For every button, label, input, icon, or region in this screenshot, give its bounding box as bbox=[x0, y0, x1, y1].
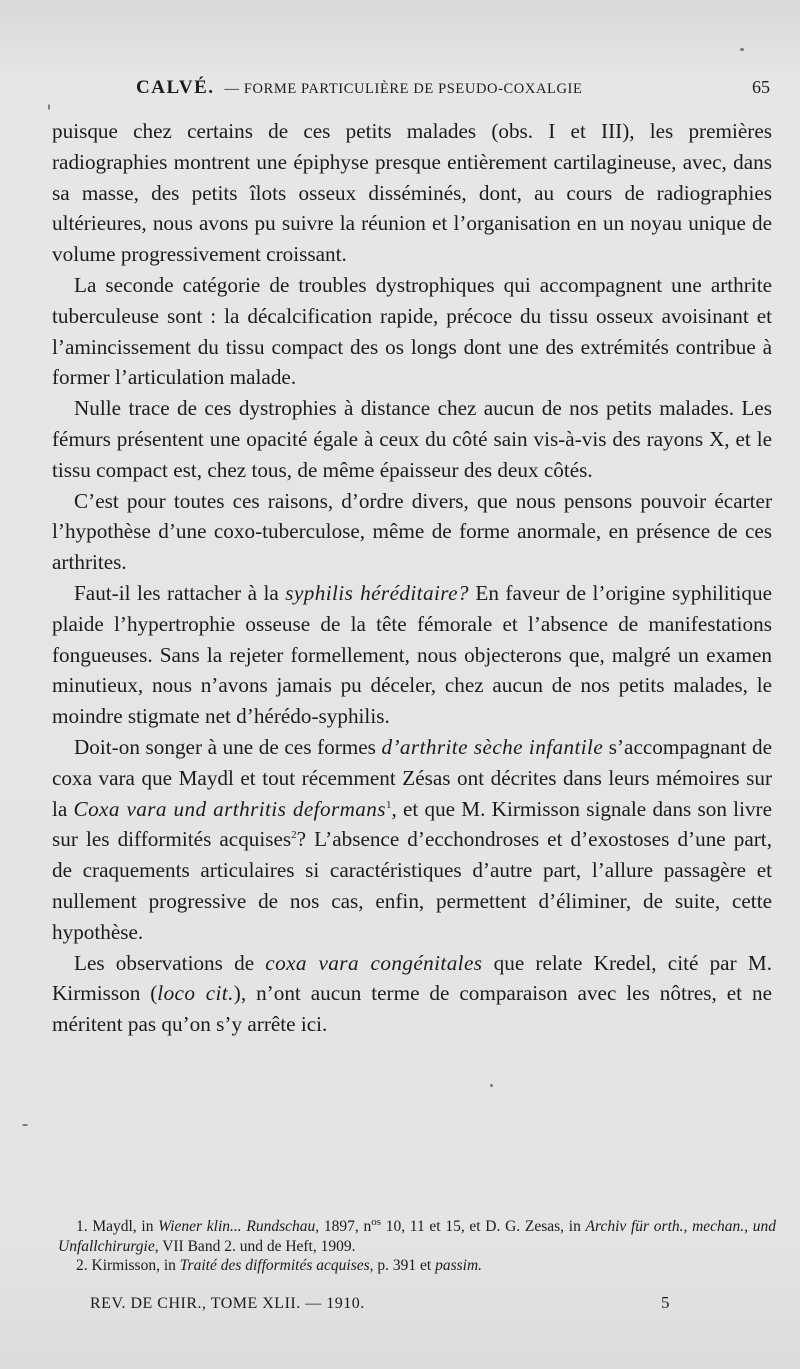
page-number: 65 bbox=[752, 77, 770, 97]
text-run: Les observations de bbox=[74, 950, 266, 975]
italic-text: coxa vara congénitales bbox=[265, 950, 483, 975]
signature-number: 5 bbox=[661, 1293, 670, 1312]
text-run: C’est pour toutes ces raisons, d’ordre divers, que nous pensons pouvoir écarter l’hypothèse d’une coxo-tuberculose, même de forme anormale, en présence de ces arthrites. bbox=[52, 488, 772, 575]
paragraph bbox=[52, 578, 772, 732]
superscript: 1 bbox=[385, 798, 392, 811]
text-run: En faveur de l’origine syphilitique plaide l’hypertrophie osseuse de la tête fémorale et l’absence de manifestations fongueuses. Sans la rejeter formellement, nous objecterons que, malgré un examen minutieux, nous n’avons jamais pu déceler, chez aucun de nos petits malades, le moindre stigmate net d’hérédo-syphilis. bbox=[52, 580, 773, 729]
text-run: , VII Band 2. und de Heft, 1909. bbox=[154, 1237, 356, 1255]
italic-text: Traité des difformités acquises bbox=[179, 1257, 370, 1274]
journal-reference: REV. DE CHIR., TOME XLII. — 1910. bbox=[90, 1295, 365, 1312]
text-run: Faut-il les rattacher à la bbox=[74, 580, 286, 605]
text-run: 1. Maydl, in bbox=[76, 1218, 159, 1235]
italic-text: passim. bbox=[435, 1257, 483, 1274]
footnotes bbox=[58, 1217, 776, 1276]
text-run: 10, 11 et 15, et D. G. Zesas, in bbox=[380, 1218, 586, 1235]
text-run: Nulle trace de ces dystrophies à distance chez aucun de nos petits malades. Les fémurs présentent une opacité égale à ceux du côté sain vis-à-vis des rayons X, et le tissu compact est, chez tous, de même épaisseur des deux côtés. bbox=[52, 396, 772, 482]
running-head-title: — FORME PARTICULIÈRE DE PSEUDO-COXALGIE bbox=[224, 81, 583, 97]
italic-text: syphilis héréditaire? bbox=[285, 580, 469, 605]
paragraph bbox=[52, 948, 772, 1040]
print-speck bbox=[490, 1084, 493, 1087]
text-run: , et que M. Kirmisson signale dans son livre sur les difformités acquises bbox=[52, 796, 773, 852]
text-run: s’accompagnant de coxa vara que Maydl et tout récemment Zésas ont décrites dans leurs mémoires sur la bbox=[52, 734, 773, 821]
footnote bbox=[58, 1217, 776, 1256]
running-head-author: CALVÉ. bbox=[136, 77, 215, 98]
paragraph bbox=[52, 393, 772, 485]
text-run: La seconde catégorie de troubles dystrophiques qui accompagnent une arthrite tuberculeuse sont : la décalcification rapide, précoce du tissu osseux avoisinant et l’amincissement du tissu compact des os longs dont une des extrémités contribue à former l’articulation malade. bbox=[52, 272, 772, 390]
text-run: que relate Kredel, cité par M. Kirmisson ( bbox=[52, 950, 772, 1006]
text-run: , 1897, n bbox=[315, 1218, 372, 1235]
paragraph bbox=[52, 486, 772, 578]
print-speck bbox=[48, 104, 50, 110]
superscript: 2 bbox=[291, 829, 297, 842]
italic-text: loco cit. bbox=[157, 981, 234, 1006]
footnote bbox=[58, 1256, 776, 1276]
paragraph bbox=[52, 270, 772, 393]
paragraph bbox=[52, 116, 772, 270]
text-run: ), n’ont aucun terme de comparaison avec les nôtres, et ne méritent pas qu’on s’y arrête ici. bbox=[52, 981, 772, 1037]
text-run: ? L’absence d’ecchondroses et d’exostoses d’une part, de craquements articulaires si caractéristiques d’autre part, l’allure passagère et nullement progressive de nos cas, enfin, permettent d’éliminer, de suite, cette hypothèse. bbox=[52, 827, 772, 944]
superscript: os bbox=[371, 1215, 381, 1228]
text-run: 2. Kirmisson, in bbox=[76, 1257, 180, 1274]
italic-text: Coxa vara und arthritis deformans bbox=[73, 796, 386, 821]
paragraph bbox=[52, 732, 772, 948]
print-speck bbox=[22, 1124, 28, 1126]
body-text bbox=[52, 116, 772, 1040]
text-run: puisque chez certains de ces petits malades (obs. I et III), les premières radiographies montrent une épiphyse presque entièrement cartilagineuse, avec, dans sa masse, des petits îlots osseux disséminés, dont, au cours de radiographies ultérieures, nous avons pu suivre la réunion et l’organisation en un noyau unique de volume progressivement croissant. bbox=[52, 119, 772, 267]
print-speck bbox=[740, 48, 744, 51]
italic-text: Archiv für orth., mechan., und Unfallchirurgie bbox=[58, 1218, 777, 1255]
signature-line bbox=[90, 1293, 670, 1317]
italic-text: Wiener klin... Rundschau bbox=[158, 1218, 316, 1235]
italic-text: d’arthrite sèche infantile bbox=[381, 734, 604, 759]
text-run: Doit-on songer à une de ces formes bbox=[74, 734, 382, 759]
running-head bbox=[136, 77, 770, 103]
text-run: , p. 391 et bbox=[369, 1257, 436, 1274]
